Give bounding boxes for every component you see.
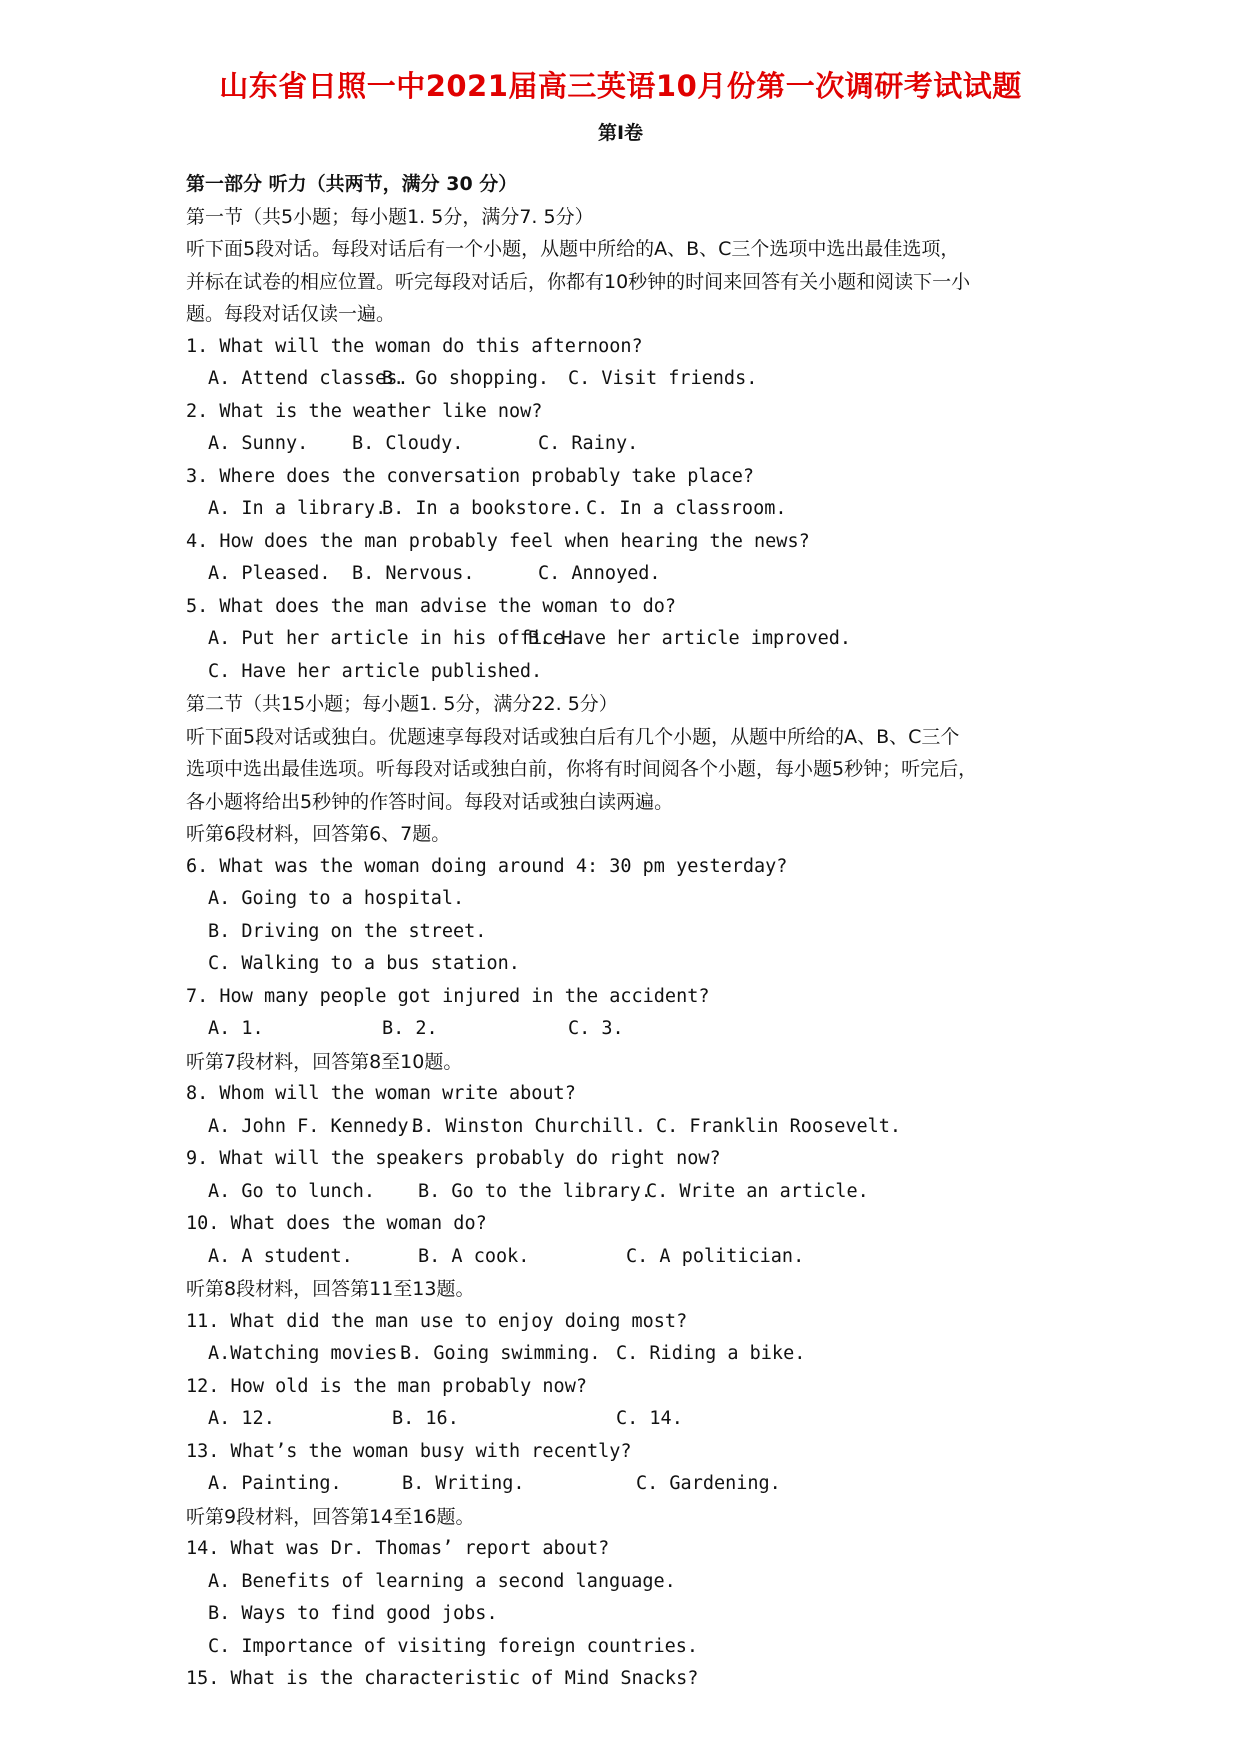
option: A. Attend classes. xyxy=(208,368,409,389)
question: 2. What is the weather like now? xyxy=(186,400,543,422)
volume-heading: 第I卷 xyxy=(597,122,644,144)
option: C. Franklin Roosevelt. xyxy=(656,1115,902,1137)
option-row xyxy=(186,1566,1096,1599)
option: C. Gardening. xyxy=(636,1473,781,1494)
option-row xyxy=(186,1468,1096,1501)
option: C. Write an article. xyxy=(646,1180,869,1202)
instruction-line: 听下面5段对话或独白。优题速享每段对话或独白后有几个小题，从题中所给的A、B、C三个 xyxy=(186,725,960,748)
option: C. 3. xyxy=(568,1018,624,1039)
option-row xyxy=(186,1241,1096,1274)
material-heading: 听第8段材料，回答第11至13题。 xyxy=(186,1278,475,1300)
option: A. Pleased. xyxy=(208,563,331,584)
option: A. Put her article in his office. xyxy=(208,628,576,649)
instruction-line: 各小题将给出5秒钟的作答时间。每段对话或独白读两遍。 xyxy=(186,790,674,813)
option-row xyxy=(186,883,1096,916)
option: C. A politician. xyxy=(626,1245,805,1267)
question: 11. What did the man use to enjoy doing most? xyxy=(186,1310,688,1332)
option: B. Have her article improved. xyxy=(528,628,852,649)
material-heading: 听第9段材料，回答第14至16题。 xyxy=(186,1505,475,1528)
option-row xyxy=(186,558,1096,591)
option: A. 12. xyxy=(208,1408,275,1429)
question: 4. How does the man probably feel when hearing the news? xyxy=(186,530,810,552)
option: A. A student. xyxy=(208,1245,353,1267)
option: B. A cook. xyxy=(418,1245,530,1267)
option: A. Going to a hospital. xyxy=(208,888,465,909)
option: A. Sunny. xyxy=(208,433,309,454)
option: C. Walking to a bus station. xyxy=(208,953,520,974)
option: B. Driving on the street. xyxy=(208,920,487,942)
option: C. Annoyed. xyxy=(538,563,661,584)
question: 15. What is the characteristic of Mind Snacks? xyxy=(186,1668,699,1689)
option: B. Go shopping. xyxy=(382,368,550,389)
instruction-line: 题。每段对话仅读一遍。 xyxy=(186,303,396,325)
option: B. Writing. xyxy=(402,1473,525,1494)
option: B. Nervous. xyxy=(352,563,475,584)
section-heading: 第二节（共15小题；每小题1. 5分，满分22. 5分） xyxy=(186,693,618,715)
option-row xyxy=(186,1598,1096,1631)
question: 5. What does the man advise the woman to do? xyxy=(186,595,677,617)
page-title: 山东省日照一中2021届高三英语10月份第一次调研考试试题 xyxy=(219,69,1022,103)
option: C. Rainy. xyxy=(538,433,639,454)
option: B. Go to the library. xyxy=(418,1180,652,1202)
question: 3. Where does the conversation probably take place? xyxy=(186,465,755,487)
option: B. 2. xyxy=(382,1018,438,1039)
section-heading: 第一节（共5小题；每小题1. 5分，满分7. 5分） xyxy=(186,205,594,228)
question: 13. What’s the woman busy with recently? xyxy=(186,1440,632,1462)
instruction-line: 听下面5段对话。每段对话后有一个小题，从题中所给的A、B、C三个选项中选出最佳选项， xyxy=(186,238,960,260)
question: 1. What will the woman do this afternoon? xyxy=(186,335,643,357)
option: C. 14. xyxy=(616,1408,683,1429)
option: B. Ways to find good jobs. xyxy=(208,1603,498,1624)
option: C. Have her article published. xyxy=(208,660,543,682)
option: B. 16. xyxy=(392,1408,459,1429)
question: 8. Whom will the woman write about? xyxy=(186,1083,576,1104)
option: C. Visit friends. xyxy=(568,368,758,389)
question: 7. How many people got injured in the accident? xyxy=(186,985,710,1007)
option-row xyxy=(186,363,1096,396)
option: A. Go to lunch. xyxy=(208,1180,376,1202)
option: B. Cloudy. xyxy=(352,433,464,454)
option-row xyxy=(186,916,1096,949)
option-row xyxy=(186,1176,1096,1209)
material-heading: 听第7段材料，回答第8至10题。 xyxy=(186,1050,463,1073)
question: 9. What will the speakers probably do right now? xyxy=(186,1148,721,1169)
question: 14. What was Dr. Thomas’ report about? xyxy=(186,1538,610,1559)
option: C. In a classroom. xyxy=(586,498,787,519)
option: B. Winston Churchill. xyxy=(412,1115,646,1137)
option-row xyxy=(186,656,1096,689)
part-heading: 第一部分 听力（共两节，满分 30 分） xyxy=(186,173,518,195)
instruction-line: 选项中选出最佳选项。听每段对话或独白前，你将有时间阅各个小题，每小题5秒钟；听完后， xyxy=(186,758,978,780)
material-heading: 听第6段材料，回答第6、7题。 xyxy=(186,823,451,845)
option: C. Riding a bike. xyxy=(616,1343,806,1364)
option: A. In a library. xyxy=(208,498,387,519)
option: A. Painting. xyxy=(208,1473,342,1494)
option: B. Going swimming. xyxy=(400,1343,601,1364)
option: A. John F. Kennedy. xyxy=(208,1115,420,1137)
option: C. Importance of visiting foreign countries. xyxy=(208,1635,699,1657)
option: A. 1. xyxy=(208,1018,264,1039)
option-row xyxy=(186,1631,1096,1664)
option: A.Watching movies. xyxy=(208,1343,409,1364)
option-row xyxy=(186,1338,1096,1371)
question: 10. What does the woman do? xyxy=(186,1213,487,1234)
exam-content xyxy=(186,168,1096,1696)
option-row xyxy=(186,948,1096,981)
option: A. Benefits of learning a second language. xyxy=(208,1570,676,1592)
option-row xyxy=(186,1403,1096,1436)
option-row xyxy=(186,623,1096,656)
option-row xyxy=(186,1111,1096,1144)
option: B. In a bookstore. xyxy=(382,498,583,519)
instruction-line: 并标在试卷的相应位置。听完每段对话后，你都有10秒钟的时间来回答有关小题和阅读下一小 xyxy=(186,270,971,293)
option-row xyxy=(186,428,1096,461)
question: 6. What was the woman doing around 4: 30 pm yesterday? xyxy=(186,855,788,877)
option-row xyxy=(186,493,1096,526)
question: 12. How old is the man probably now? xyxy=(186,1375,587,1397)
option-row xyxy=(186,1013,1096,1046)
